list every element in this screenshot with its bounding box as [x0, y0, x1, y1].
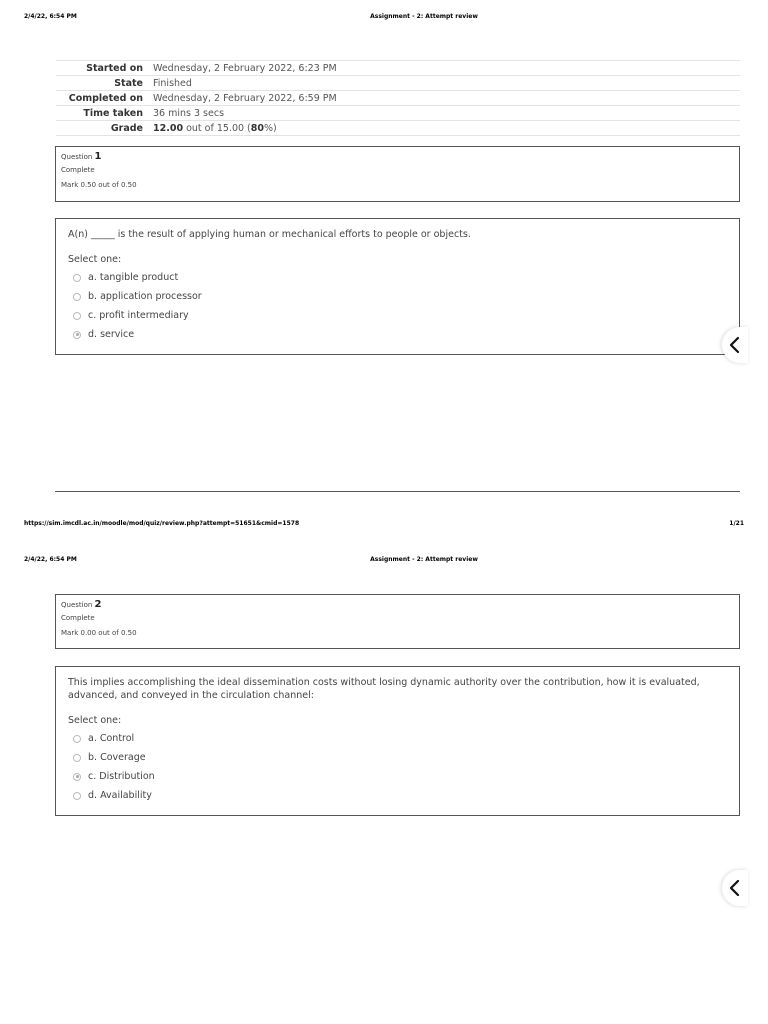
question-number: [61, 599, 734, 611]
summary-label: Started on: [86, 62, 143, 74]
answer-option[interactable]: [68, 325, 727, 344]
radio-button[interactable]: [73, 274, 81, 282]
summary-row-started: [56, 61, 740, 76]
print-header-date: 2/4/22, 6:54 PM: [24, 556, 77, 563]
summary-value: Wednesday, 2 February 2022, 6:23 PM: [153, 62, 337, 74]
answer-option[interactable]: [68, 748, 727, 767]
summary-label: Grade: [110, 122, 143, 134]
question-status: Complete: [61, 166, 95, 174]
summary-label: Time taken: [83, 107, 143, 119]
summary-value: Wednesday, 2 February 2022, 6:59 PM: [153, 92, 337, 104]
question-text: This implies accomplishing the ideal dissemination costs without losing dynamic authority over the contribution, how it is evaluated, advanced, and conveyed in the circulation channel:: [68, 677, 700, 701]
attempt-summary-table: [56, 60, 740, 136]
summary-row-state: [56, 76, 740, 91]
question-text: A(n) _____ is the result of applying human or mechanical efforts to people or objects.: [68, 229, 471, 240]
question-mark: Mark 0.50 out of 0.50: [61, 181, 137, 189]
summary-value: Finished: [153, 77, 192, 89]
grade-out-of: out of 15.00 (: [183, 122, 251, 134]
question-label: Question: [61, 153, 95, 161]
radio-button[interactable]: [73, 293, 81, 301]
answer-label: c. profit intermediary: [88, 310, 189, 321]
radio-button[interactable]: [73, 792, 81, 800]
select-one-label: Select one:: [68, 715, 122, 726]
answer-label: b. application processor: [88, 291, 202, 302]
answer-option[interactable]: [68, 729, 727, 748]
answer-option[interactable]: [68, 786, 727, 805]
answer-option[interactable]: [68, 268, 727, 287]
print-header-title: Assignment - 2: Attempt review: [370, 556, 478, 563]
page-divider: [55, 491, 740, 492]
answer-label: d. service: [88, 329, 135, 340]
question-number: [61, 151, 734, 163]
radio-button-selected[interactable]: [73, 331, 81, 339]
question-info-1: [55, 146, 740, 202]
print-footer-url: https://sim.imcdl.ac.in/moodle/mod/quiz/review.php?attempt=51651&cmid=1578: [24, 520, 300, 527]
question-label: Question: [61, 601, 95, 609]
grade-close: %): [264, 122, 277, 134]
question-info-2: [55, 594, 740, 649]
summary-row-completed: [56, 91, 740, 106]
summary-row-time: [56, 106, 740, 121]
question-mark: Mark 0.00 out of 0.50: [61, 629, 137, 637]
print-header-date: 2/4/22, 6:54 PM: [24, 13, 77, 20]
answer-option[interactable]: [68, 306, 727, 325]
print-header-title: Assignment - 2: Attempt review: [370, 13, 478, 20]
answer-label: d. Availability: [88, 790, 152, 801]
radio-button[interactable]: [73, 312, 81, 320]
summary-label: Completed on: [68, 92, 143, 104]
select-one-label: Select one:: [68, 254, 122, 265]
summary-value: 36 mins 3 secs: [153, 107, 225, 119]
answer-label: c. Distribution: [88, 771, 155, 782]
chevron-left-icon[interactable]: [722, 327, 748, 363]
answer-option[interactable]: [68, 287, 727, 306]
summary-row-grade: [56, 121, 740, 136]
grade-percent: 80: [250, 122, 264, 134]
answer-label: b. Coverage: [88, 752, 146, 763]
question-number-value: 1: [94, 151, 102, 162]
question-status: Complete: [61, 614, 95, 622]
question-content-2: [55, 666, 740, 816]
answer-label: a. tangible product: [88, 272, 179, 283]
chevron-left-icon[interactable]: [722, 870, 748, 906]
radio-button[interactable]: [73, 735, 81, 743]
print-footer-page: 1/21: [729, 520, 744, 527]
radio-button[interactable]: [73, 754, 81, 762]
question-number-value: 2: [94, 599, 102, 610]
summary-label: State: [114, 77, 143, 89]
grade-score: 12.00: [153, 122, 184, 134]
answer-option[interactable]: [68, 767, 727, 786]
question-content-1: [55, 218, 740, 355]
answer-label: a. Control: [88, 733, 135, 744]
radio-button-selected[interactable]: [73, 773, 81, 781]
summary-value: [148, 121, 740, 136]
